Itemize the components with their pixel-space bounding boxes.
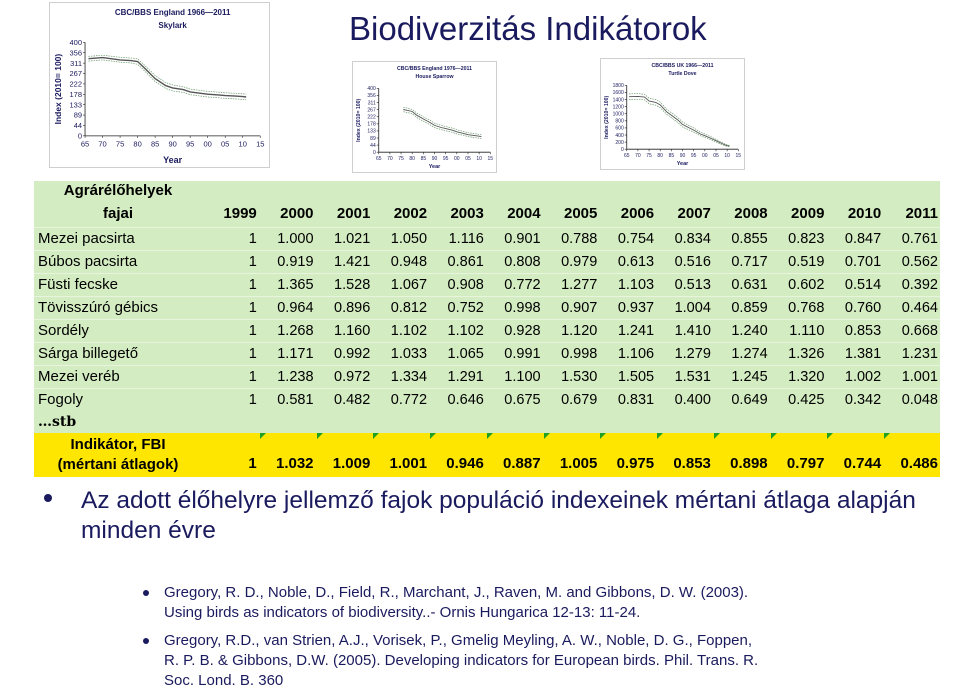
index-value: 0.808	[486, 251, 543, 274]
x-tick-label: 65	[80, 139, 90, 149]
index-value: 1.050	[372, 228, 429, 251]
index-value: 0.772	[372, 389, 429, 412]
index-value: 0.855	[713, 228, 770, 251]
confidence-line	[89, 60, 247, 100]
index-value: 1	[202, 228, 259, 251]
x-tick-label: 70	[635, 153, 641, 160]
turtle-dove-chart-panel	[600, 58, 745, 170]
index-value: 0.788	[543, 228, 600, 251]
table-cell-empty	[543, 181, 600, 201]
y-tick-label: 44	[73, 121, 83, 131]
y-tick-label: 1200	[612, 104, 624, 111]
y-axis-label: Index (2010= 100)	[604, 95, 610, 139]
table-row	[34, 343, 940, 366]
x-tick-label: 95	[442, 156, 449, 163]
y-tick-label: 89	[73, 110, 83, 120]
y-tick-label: 178	[69, 89, 83, 99]
index-value: 1.000	[259, 228, 316, 251]
index-value: 1.102	[429, 320, 486, 343]
index-value: 1.033	[372, 343, 429, 366]
main-bullet-text: Az adott élőhelyre jellemző fajok populáció indexeinek mértani átlaga alapján minden évre	[81, 487, 916, 544]
index-value: 1.238	[259, 366, 316, 389]
index-value: 0.831	[599, 389, 656, 412]
x-tick-label: 95	[690, 153, 697, 160]
index-value: 1.103	[599, 274, 656, 297]
fbi-value: 1.005	[543, 433, 600, 477]
table-row	[34, 297, 940, 320]
year-header: 2005	[563, 205, 598, 222]
y-tick-label: 200	[615, 139, 624, 146]
year-header: 2000	[280, 205, 314, 222]
index-value: 1.268	[259, 320, 316, 343]
x-tick-label: 80	[133, 139, 142, 149]
index-value: 1.279	[656, 343, 713, 366]
reference-text: Soc. Lond. B. 360	[164, 672, 284, 689]
index-value: 1.065	[429, 343, 486, 366]
series-line	[403, 110, 481, 137]
reference-text: Gregory, R.D., van Strien, A.J., Vorisek, P., Gmelig Meyling, A. W., Noble, D. G., Foppen,	[164, 632, 753, 649]
x-tick-label: 75	[115, 139, 125, 149]
main-bullet	[44, 486, 924, 546]
index-value: 0.649	[713, 389, 770, 412]
table-cell-empty	[883, 411, 940, 433]
index-value: 1.365	[259, 274, 316, 297]
x-tick-label: 90	[431, 156, 438, 163]
table-cell-empty	[429, 411, 486, 433]
table-cell-empty	[259, 181, 316, 201]
index-value: 0.482	[316, 389, 373, 412]
reference-text: Using birds as indicators of biodiversity..- Ornis Hungarica 12-13: 11-24.	[164, 604, 641, 621]
index-value: 1.231	[883, 343, 940, 366]
species-index-table-panel	[34, 181, 940, 473]
table-cell-empty	[599, 181, 656, 201]
x-tick-label: 80	[409, 156, 415, 163]
year-header: 2009	[791, 205, 825, 222]
house-sparrow-chart-panel	[352, 61, 497, 173]
index-value: 1.067	[372, 274, 429, 297]
x-tick-label: 05	[713, 153, 719, 160]
table-cell-empty	[883, 181, 940, 201]
species-name: Mezei veréb	[34, 366, 202, 389]
species-name: Sárga billegető	[34, 343, 202, 366]
x-axis-label: Year	[676, 161, 689, 167]
y-tick-label: 400	[69, 37, 83, 47]
chart-title: CBC/BBS UK 1966—2011	[651, 63, 714, 69]
y-tick-label: 356	[69, 48, 83, 58]
skylark-chart	[50, 3, 269, 167]
table-row	[34, 320, 940, 343]
table-cell-empty	[372, 181, 429, 201]
x-tick-label: 65	[375, 156, 382, 163]
table-header-row	[34, 201, 940, 228]
x-tick-label: 75	[398, 156, 404, 163]
x-axis-label: Year	[163, 155, 183, 165]
cell-marker-icon	[884, 433, 890, 439]
etc-label: …stb	[38, 414, 77, 430]
x-tick-label: 00	[702, 153, 708, 160]
index-value: 0.562	[883, 251, 940, 274]
y-tick-label: 89	[370, 135, 376, 142]
y-tick-label: 267	[69, 69, 83, 79]
index-value: 0.602	[770, 274, 827, 297]
cell-marker-icon	[487, 433, 493, 439]
x-tick-label: 10	[476, 156, 482, 163]
index-value: 1.021	[316, 228, 373, 251]
index-value: 1	[202, 274, 259, 297]
index-value: 1	[202, 366, 259, 389]
bullet-dot-icon	[143, 590, 149, 596]
table-cell-empty	[713, 181, 770, 201]
year-header: 2003	[450, 205, 484, 222]
index-value: 1.505	[599, 366, 656, 389]
index-value: 0.668	[883, 320, 940, 343]
confidence-line	[403, 107, 481, 135]
slide-title: Biodiverzitás Indikátorok	[349, 10, 707, 47]
index-value: 1.291	[429, 366, 486, 389]
x-tick-label: 65	[623, 153, 630, 160]
x-axis-label: Year	[428, 164, 441, 170]
species-name: Füsti fecske	[34, 274, 202, 297]
cell-marker-icon	[600, 433, 606, 439]
index-value: 1.116	[429, 228, 486, 251]
chart-title: CBC/BBS England 1976—2011	[397, 66, 472, 72]
table-header-row	[34, 181, 940, 201]
index-value: 0.514	[826, 274, 883, 297]
index-value: 0.992	[316, 343, 373, 366]
y-tick-label: 1800	[612, 83, 624, 90]
index-value: 1	[202, 297, 259, 320]
index-value: 0.752	[429, 297, 486, 320]
index-value: 0.717	[713, 251, 770, 274]
fbi-label-line2: (mértani átlagok)	[57, 456, 179, 473]
y-tick-label: 1400	[612, 97, 624, 104]
index-value: 0.613	[599, 251, 656, 274]
index-value: 1.274	[713, 343, 770, 366]
y-tick-label: 311	[367, 100, 376, 107]
index-value: 1.277	[543, 274, 600, 297]
y-axis-label: Index (2010= 100)	[356, 98, 362, 142]
table-row	[34, 228, 940, 251]
index-value: 1.381	[826, 343, 883, 366]
index-value: 0.853	[826, 320, 883, 343]
house-sparrow-chart	[353, 62, 496, 172]
index-value: 0.760	[826, 297, 883, 320]
fbi-value: 0.744	[826, 433, 883, 477]
index-value: 0.400	[656, 389, 713, 412]
fbi-label-line1: Indikátor, FBI	[70, 436, 166, 453]
fbi-value: 0.486	[883, 433, 940, 477]
cell-marker-icon	[714, 433, 720, 439]
index-value: 1	[202, 251, 259, 274]
x-tick-label: 15	[735, 153, 742, 160]
y-tick-label: 400	[615, 132, 624, 139]
y-tick-label: 222	[367, 114, 376, 121]
x-tick-label: 75	[646, 153, 652, 160]
cell-marker-icon	[260, 433, 266, 439]
index-value: 0.991	[486, 343, 543, 366]
index-value: 0.754	[599, 228, 656, 251]
x-tick-label: 90	[679, 153, 686, 160]
table-cell-empty	[259, 411, 316, 433]
x-tick-label: 90	[168, 139, 177, 149]
year-header: 2002	[393, 205, 428, 222]
year-header: 2011	[905, 205, 938, 222]
table-cell-empty	[656, 181, 713, 201]
index-value: 1.002	[826, 366, 883, 389]
fbi-label	[34, 433, 202, 477]
index-value: 0.772	[486, 274, 543, 297]
index-value: 1.001	[883, 366, 940, 389]
y-tick-label: 600	[615, 125, 624, 132]
y-tick-label: 133	[367, 128, 376, 135]
bullet-dot-icon	[143, 638, 149, 644]
table-row	[34, 251, 940, 274]
table-cell-empty	[713, 411, 770, 433]
fbi-value: 0.797	[770, 433, 827, 477]
index-value: 1.171	[259, 343, 316, 366]
index-value: 0.907	[543, 297, 600, 320]
index-value: 0.901	[486, 228, 543, 251]
table-cell-empty	[372, 411, 429, 433]
fbi-value: 0.853	[656, 433, 713, 477]
fbi-value: 1.032	[259, 433, 316, 477]
species-name: Mezei pacsirta	[34, 228, 202, 251]
y-tick-label: 222	[69, 79, 83, 89]
y-tick-label: 800	[615, 118, 624, 125]
x-tick-label: 05	[221, 139, 230, 149]
cell-marker-icon	[430, 433, 436, 439]
species-name: Fogoly	[34, 389, 202, 412]
reference-item	[143, 583, 923, 623]
y-tick-label: 1600	[612, 90, 624, 97]
year-header: 2004	[507, 205, 541, 222]
fbi-value: 0.898	[713, 433, 770, 477]
index-value: 0.937	[599, 297, 656, 320]
year-header: 2008	[734, 205, 768, 222]
cell-marker-icon	[544, 433, 550, 439]
index-value: 0.834	[656, 228, 713, 251]
y-tick-label: 133	[69, 100, 83, 110]
index-value: 0.768	[770, 297, 827, 320]
index-value: 0.859	[713, 297, 770, 320]
y-axis-label: Index (2010= 100)	[53, 53, 63, 125]
index-value: 0.948	[372, 251, 429, 274]
table-cell-empty	[429, 181, 486, 201]
y-tick-label: 0	[77, 131, 83, 141]
x-tick-label: 80	[657, 153, 663, 160]
y-tick-label: 178	[367, 121, 376, 128]
y-tick-label: 1000	[612, 111, 624, 118]
index-value: 1.421	[316, 251, 373, 274]
chart-species-title: Skylark	[158, 21, 187, 30]
index-value: 1	[202, 343, 259, 366]
table-cell-empty	[770, 411, 827, 433]
confidence-line	[629, 94, 729, 146]
index-value: 1.326	[770, 343, 827, 366]
x-tick-label: 70	[387, 156, 393, 163]
turtle-dove-chart	[601, 59, 744, 169]
reference-text: Gregory, R. D., Noble, D., Field, R., Marchant, J., Raven, M. and Gibbons, D. W. (2003).	[164, 584, 749, 601]
species-name: Tövisszúró gébics	[34, 297, 202, 320]
reference-item	[143, 631, 923, 691]
x-tick-label: 10	[238, 139, 247, 149]
index-value: 0.928	[486, 320, 543, 343]
y-tick-label: 356	[367, 93, 376, 100]
index-value: 0.908	[429, 274, 486, 297]
y-tick-label: 0	[372, 149, 376, 156]
index-value: 1.102	[372, 320, 429, 343]
series-line	[89, 58, 247, 97]
index-value: 0.896	[316, 297, 373, 320]
index-value: 1.120	[543, 320, 600, 343]
index-value: 0.919	[259, 251, 316, 274]
table-row-etc	[34, 411, 940, 433]
index-value: 0.847	[826, 228, 883, 251]
table-row	[34, 274, 940, 297]
index-value: 0.392	[883, 274, 940, 297]
index-value: 1.004	[656, 297, 713, 320]
x-tick-label: 00	[203, 139, 212, 149]
cell-marker-icon	[827, 433, 833, 439]
x-tick-label: 85	[420, 156, 427, 163]
index-value: 1.531	[656, 366, 713, 389]
index-value: 0.861	[429, 251, 486, 274]
index-value: 1.110	[770, 320, 827, 343]
index-value: 1.410	[656, 320, 713, 343]
fbi-row	[34, 433, 940, 477]
skylark-chart-panel	[49, 2, 270, 168]
y-tick-label: 0	[620, 146, 624, 153]
table-cell-empty	[543, 411, 600, 433]
index-value: 1	[202, 389, 259, 412]
index-value: 0.972	[316, 366, 373, 389]
x-tick-label: 15	[487, 156, 494, 163]
table-cell-empty	[202, 181, 259, 201]
index-value: 0.679	[543, 389, 600, 412]
index-value: 1.320	[770, 366, 827, 389]
index-value: 0.823	[770, 228, 827, 251]
fbi-value: 1.001	[372, 433, 429, 477]
index-value: 0.761	[883, 228, 940, 251]
x-tick-label: 10	[724, 153, 730, 160]
index-value: 0.581	[259, 389, 316, 412]
x-tick-label: 05	[465, 156, 471, 163]
index-value: 1.160	[316, 320, 373, 343]
index-value: 0.812	[372, 297, 429, 320]
year-header: 2010	[847, 205, 882, 222]
y-tick-label: 311	[70, 58, 83, 68]
index-value: 0.048	[883, 389, 940, 412]
x-tick-label: 85	[668, 153, 675, 160]
cell-marker-icon	[317, 433, 323, 439]
index-value: 1.245	[713, 366, 770, 389]
chart-species-title: House Sparrow	[415, 74, 454, 80]
index-value: 0.342	[826, 389, 883, 412]
series-line	[629, 96, 729, 146]
index-value: 0.998	[543, 343, 600, 366]
table-cell-empty	[826, 411, 883, 433]
y-tick-label: 44	[370, 142, 376, 149]
index-value: 0.464	[883, 297, 940, 320]
chart-title: CBC/BBS England 1966—2011	[114, 8, 231, 17]
habitat-title: Agrárélőhelyek	[63, 182, 173, 199]
fbi-value: 0.887	[486, 433, 543, 477]
year-header: 2007	[677, 205, 711, 222]
habitat-subtitle: fajai	[102, 205, 133, 222]
fbi-value: 1	[202, 433, 259, 477]
cell-marker-icon	[373, 433, 379, 439]
year-header: 1999	[223, 205, 257, 222]
index-value: 1.241	[599, 320, 656, 343]
table-cell-empty	[656, 411, 713, 433]
species-name: Sordély	[34, 320, 202, 343]
index-value: 0.964	[259, 297, 316, 320]
index-value: 1	[202, 320, 259, 343]
table-cell-empty	[486, 411, 543, 433]
cell-marker-icon	[657, 433, 663, 439]
cell-marker-icon	[771, 433, 777, 439]
index-value: 0.425	[770, 389, 827, 412]
index-value: 0.998	[486, 297, 543, 320]
y-tick-label: 400	[367, 86, 376, 93]
index-value: 0.513	[656, 274, 713, 297]
index-value: 1.106	[599, 343, 656, 366]
index-value: 0.631	[713, 274, 770, 297]
index-value: 1.240	[713, 320, 770, 343]
index-value: 1.334	[372, 366, 429, 389]
table-cell-empty	[486, 181, 543, 201]
x-tick-label: 15	[256, 139, 265, 149]
index-value: 0.519	[770, 251, 827, 274]
table-cell-empty	[826, 181, 883, 201]
index-value: 0.979	[543, 251, 600, 274]
table-cell-empty	[316, 181, 373, 201]
fbi-value: 1.009	[316, 433, 373, 477]
table-cell-empty	[316, 411, 373, 433]
fbi-value: 0.975	[599, 433, 656, 477]
index-value: 1.530	[543, 366, 600, 389]
x-tick-label: 95	[185, 139, 195, 149]
table-cell-empty	[202, 411, 259, 433]
index-value: 1.100	[486, 366, 543, 389]
year-header: 2001	[336, 205, 371, 222]
index-value: 0.516	[656, 251, 713, 274]
fbi-value: 0.946	[429, 433, 486, 477]
table-cell-empty	[770, 181, 827, 201]
x-tick-label: 85	[150, 139, 160, 149]
index-value: 1.528	[316, 274, 373, 297]
index-value: 0.701	[826, 251, 883, 274]
table-row	[34, 366, 940, 389]
y-tick-label: 267	[367, 107, 376, 114]
year-header: 2006	[620, 205, 655, 222]
bullet-dot-icon	[44, 494, 52, 502]
index-value: 0.675	[486, 389, 543, 412]
index-value: 0.646	[429, 389, 486, 412]
x-tick-label: 00	[454, 156, 460, 163]
table-cell-empty	[599, 411, 656, 433]
reference-text: R. P. B. & Gibbons, D.W. (2005). Developing indicators for European birds. Phil. Trans. R.	[164, 652, 759, 669]
species-name: Búbos pacsirta	[34, 251, 202, 274]
chart-species-title: Turtle Dove	[668, 71, 697, 77]
x-tick-label: 70	[98, 139, 107, 149]
table-row	[34, 389, 940, 412]
